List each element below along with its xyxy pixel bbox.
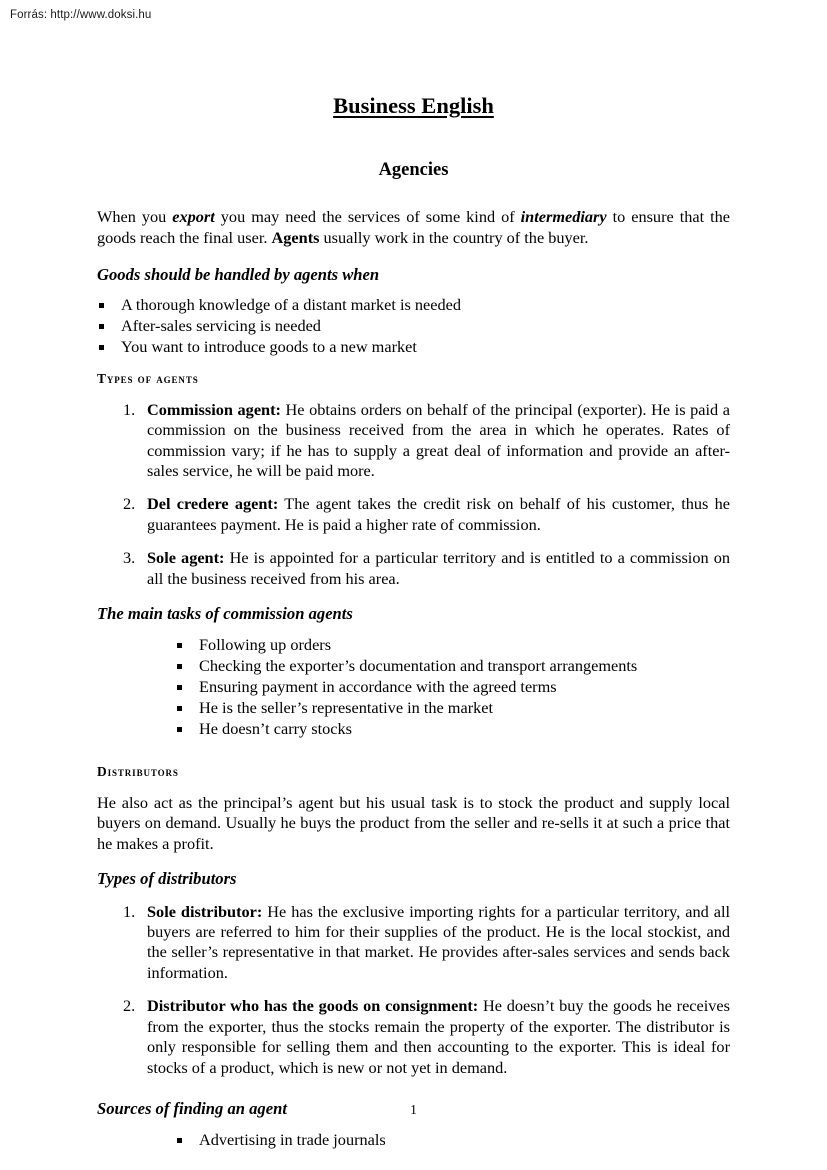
list-item-label: Checking the exporter’s documentation and transport arrangements (199, 655, 638, 675)
list-item (175, 1130, 730, 1151)
intro-emphasis-agents: Agents (271, 227, 320, 247)
square-bullet-icon (177, 706, 182, 711)
gap-after-main-tasks-heading (97, 625, 730, 635)
list-item-body: He is appointed for a particular territory and is entitled to a commission on all the business received from his area. (147, 548, 731, 588)
heading-distributors: Distributors (97, 764, 179, 780)
list-item-label: He is the seller’s representative in the market (199, 697, 494, 717)
distributors-paragraph: He also act as the principal’s agent but his usual task is to stock the product and supply local buyers on demand. Usually he buys the product from the seller and re-sells it at such a price that he makes a profit. (97, 792, 730, 853)
list-item-body: He obtains orders on behalf of the principal (exporter). He is paid a commission on the business received from the area in which he operates. Rates of commission vary; if he has to supply a great deal of information and provide an after-sales service, he will be paid more. (147, 399, 730, 481)
square-bullet-icon (99, 303, 104, 308)
heading-main-tasks: The main tasks of commission agents (97, 604, 353, 624)
gap-before-sources (97, 1078, 730, 1098)
types-of-distributors-list (97, 902, 730, 1079)
main-tasks-bullet-list (175, 635, 730, 740)
gap-after-types-agents-heading (97, 388, 730, 400)
list-item-label: A thorough knowledge of a distant market is needed (121, 295, 462, 315)
list-item-number: 3. (123, 548, 136, 568)
list-item-lead: Del credere agent: (147, 494, 279, 514)
list-item-number: 1. (123, 399, 136, 419)
list-item (97, 316, 730, 337)
heading-types-of-distributors: Types of distributors (97, 868, 237, 888)
list-item (97, 337, 730, 358)
heading-types-of-agents: Types of agents (97, 371, 199, 387)
intro-part2: you may need the services of some kind of (214, 207, 521, 227)
list-item (175, 656, 730, 677)
square-bullet-icon (177, 1138, 182, 1143)
list-item (97, 295, 730, 316)
page-number: 1 (410, 1102, 417, 1117)
list-item-label: Ensuring payment in accordance with the agreed terms (199, 676, 557, 696)
square-bullet-icon (177, 685, 182, 690)
list-item-body: He has the exclusive importing rights for a particular territory, and all buyers are referred to him for their supplies of the product. He is the local stockist, and the seller’s representative in that market. He provides after-sales services and sends back information. (147, 901, 730, 982)
intro-emphasis-intermediary: intermediary (520, 207, 607, 227)
square-bullet-icon (177, 664, 182, 669)
list-item (175, 698, 730, 719)
list-item (175, 635, 730, 656)
list-item-number: 1. (123, 901, 136, 921)
intro-part3: to ensure that the goods reach the final user. (97, 207, 730, 247)
list-item-label: After-sales servicing is needed (121, 316, 321, 336)
list-item-label: He doesn’t carry stocks (199, 718, 352, 738)
page-title (97, 92, 730, 119)
numbered-list-item (97, 400, 730, 482)
page-title-text: Business English (333, 93, 494, 118)
source-url-header: Forrás: http://www.doksi.hu (10, 9, 152, 21)
sources-bullet-list (175, 1130, 730, 1151)
intro-part4: usually work in the country of the buyer. (319, 227, 589, 247)
goods-handled-bullet-list (97, 295, 730, 358)
title-spacer (97, 119, 730, 159)
square-bullet-icon (177, 643, 182, 648)
gap-after-intro (97, 248, 730, 264)
gap-after-goods-heading (97, 285, 730, 295)
list-item-body: He doesn’t buy the goods he receives from the exporter, thus the stocks remain the property of the exporter. The distributor is only responsible for selling them and then accounting to the exporter. This is ideal for stocks of a product, which is new or not yet in demand. (147, 996, 730, 1077)
square-bullet-icon (99, 324, 104, 329)
list-item-lead: Commission agent: (147, 399, 281, 419)
gap-before-types-agents (97, 358, 730, 370)
page-subtitle: Agencies (378, 160, 449, 180)
list-item-number: 2. (123, 996, 136, 1016)
gap-before-types-distributors (97, 854, 730, 868)
intro-part1: When you (97, 207, 173, 227)
list-item-label: You want to introduce goods to a new market (121, 337, 417, 357)
square-bullet-icon (99, 345, 104, 350)
numbered-list-item (97, 996, 730, 1078)
list-item-lead: Sole distributor: (147, 901, 263, 921)
document-content (97, 92, 730, 1151)
intro-emphasis-export: export (172, 207, 215, 227)
list-item-number: 2. (123, 494, 136, 514)
list-item-body: The agent takes the credit risk on behalf of his customer, thus he guarantees payment. He is paid a higher rate of commission. (147, 494, 730, 534)
list-item-label: Advertising in trade journals (199, 1129, 386, 1149)
list-item (175, 677, 730, 698)
list-item (175, 719, 730, 740)
list-item-lead: Distributor who has the goods on consignment: (147, 996, 479, 1016)
numbered-list-item (97, 494, 730, 535)
heading-sources-of-finding: Sources of finding an agent (97, 1099, 287, 1119)
numbered-list-item (97, 548, 730, 589)
numbered-list-item (97, 902, 730, 984)
square-bullet-icon (177, 727, 182, 732)
gap-after-sources-heading (97, 1120, 730, 1130)
heading-goods-handled: Goods should be handled by agents when (97, 264, 380, 284)
list-item-label: Following up orders (199, 634, 332, 654)
intro-paragraph (97, 207, 730, 248)
gap-after-distributors-heading (97, 781, 730, 793)
gap-after-types-distributors-heading (97, 890, 730, 902)
subtitle-spacer (97, 181, 730, 207)
gap-before-main-tasks (97, 589, 730, 603)
gap-before-distributors (97, 739, 730, 763)
types-of-agents-list (97, 400, 730, 590)
list-item-lead: Sole agent: (147, 548, 225, 568)
